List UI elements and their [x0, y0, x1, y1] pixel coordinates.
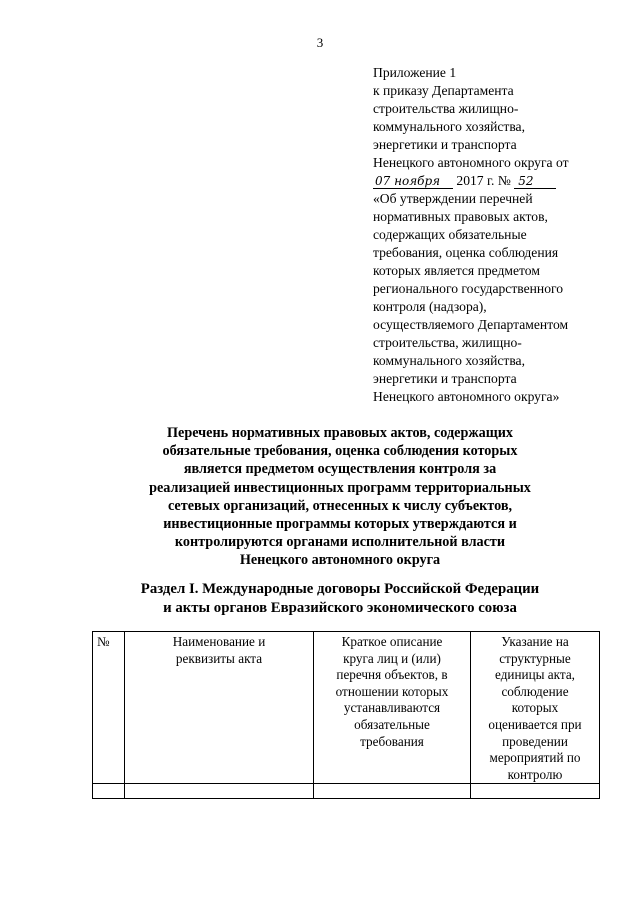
acts-table	[92, 631, 600, 799]
header-description	[314, 632, 471, 784]
appendix-line: требования, оценка соблюдения	[373, 245, 559, 260]
appendix-line: Ненецкого автономного округа»	[373, 389, 560, 404]
appendix-line: которых является предметом	[373, 263, 540, 278]
title-line: Перечень нормативных правовых актов, содержащих	[167, 425, 513, 441]
header-text: отношении которых	[335, 683, 449, 699]
header-text: мероприятий по	[489, 750, 581, 766]
table-cell	[125, 784, 314, 799]
handwritten-order-number: 52	[514, 174, 556, 189]
appendix-block	[373, 64, 618, 406]
header-text: обязательные	[354, 716, 430, 732]
table-header-row	[93, 632, 600, 784]
header-text: соблюдение	[501, 683, 569, 699]
title-line: инвестиционные программы которых утверждаются и	[163, 516, 517, 533]
header-text: требования	[360, 733, 424, 749]
title-line: реализацией инвестиционных программ территориальных	[149, 479, 531, 496]
header-text: контролю	[507, 766, 563, 782]
table-row	[93, 784, 600, 799]
header-text: устанавливаются	[343, 700, 441, 716]
header-text: перечня объектов, в	[336, 667, 448, 683]
appendix-line: контроля (надзора),	[373, 299, 487, 314]
appendix-line: энергетики и транспорта	[373, 137, 517, 152]
appendix-line: к приказу Департамента	[373, 83, 514, 98]
header-structural-units	[471, 632, 600, 784]
header-text: которых	[511, 700, 559, 716]
title-line: обязательные требования, оценка соблюдения которых	[162, 443, 518, 460]
title-line: является предметом осуществления контроля за	[183, 461, 497, 478]
appendix-line: нормативных правовых актов,	[373, 209, 548, 224]
order-year-text: 2017 г. №	[453, 173, 515, 188]
appendix-line: энергетики и транспорта	[373, 371, 517, 386]
header-text: Указание на	[501, 634, 569, 649]
title-line: Ненецкого автономного округа	[239, 552, 441, 569]
appendix-line: коммунального хозяйства,	[373, 119, 525, 134]
appendix-line: содержащих обязательные	[373, 227, 527, 242]
header-act-name	[125, 632, 314, 784]
table-cell	[471, 784, 600, 799]
appendix-line: Ненецкого автономного округа от	[373, 155, 569, 170]
appendix-line: осуществляемого Департаментом	[373, 317, 569, 332]
header-text: Краткое описание	[341, 634, 443, 649]
header-text: оценивается при	[488, 716, 582, 732]
header-text: проведении	[502, 733, 568, 749]
header-text: №	[97, 634, 110, 649]
document-title	[80, 424, 600, 570]
appendix-line: коммунального хозяйства,	[373, 353, 525, 368]
header-text: круга лиц и (или)	[343, 650, 441, 666]
appendix-line: строительства жилищно-	[373, 101, 519, 116]
section-heading-line: Раздел I. Международные договоры Российской Федерации	[140, 581, 540, 597]
section-heading	[80, 580, 600, 618]
header-text: единицы акта,	[495, 667, 575, 683]
page-number: 3	[316, 35, 324, 50]
title-line: контролируются органами исполнительной власти	[174, 534, 506, 551]
title-line: сетевых организаций, отнесенных к числу субъектов,	[167, 497, 513, 514]
header-number	[93, 632, 125, 784]
handwritten-date: 07 ноября	[373, 174, 453, 189]
header-text: реквизиты акта	[175, 650, 263, 666]
table-cell	[314, 784, 471, 799]
appendix-line: «Об утверждении перечней	[373, 191, 533, 206]
appendix-line: Приложение 1	[373, 65, 457, 80]
order-date-line	[373, 172, 618, 190]
table-cell	[93, 784, 125, 799]
appendix-line: регионального государственного	[373, 281, 564, 296]
header-text: Наименование и	[172, 634, 266, 649]
appendix-line: строительства, жилищно-	[373, 335, 522, 350]
section-heading-line: и акты органов Евразийского экономического союза	[163, 600, 517, 616]
header-text: структурные	[499, 650, 571, 666]
